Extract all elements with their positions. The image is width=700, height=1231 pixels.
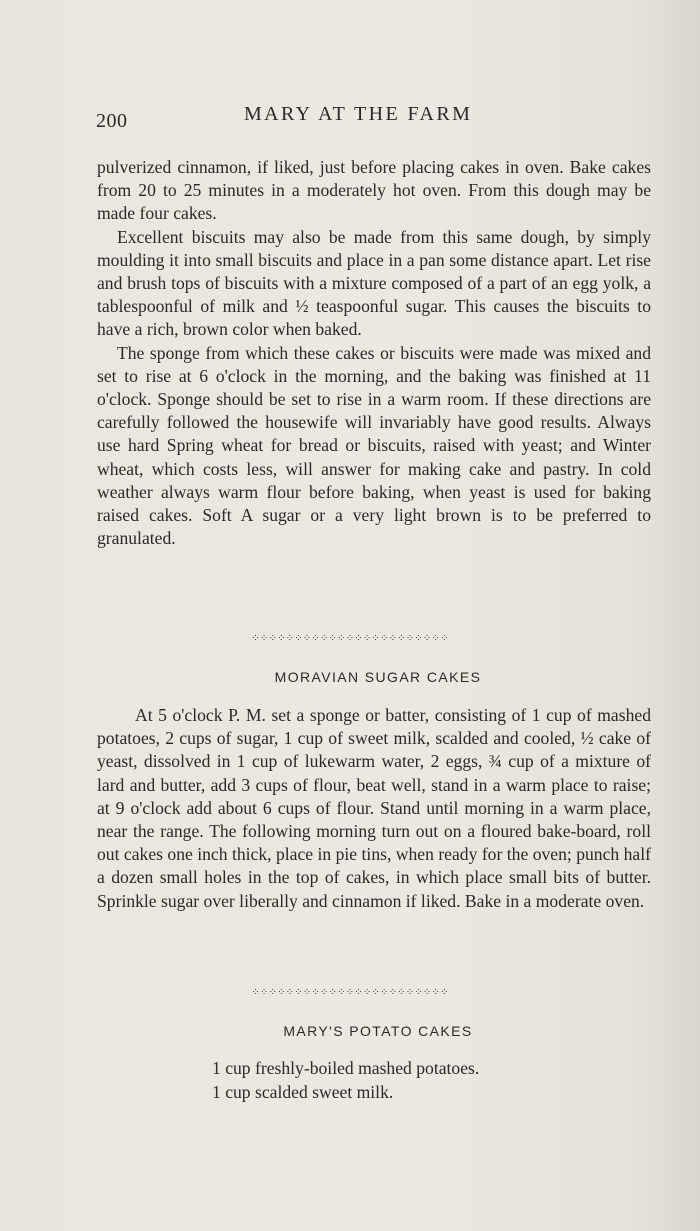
paragraph-biscuits: Excellent biscuits may also be made from this same dough, by simply moulding it into small biscuits and place in a pan some distance apart. Let rise and brush tops of biscuits with a mixture composed of a part of an egg yolk, a tablespoonful of milk and ½ teaspoonful sugar. This causes the biscuits to have a rich, brown color when baked. xyxy=(97,226,651,340)
running-title: MARY AT THE FARM xyxy=(244,103,473,125)
ornament-divider: ⁘⁘⁘⁘⁘⁘⁘⁘⁘⁘⁘⁘⁘⁘⁘⁘⁘⁘⁘⁘⁘⁘⁘ xyxy=(251,633,449,644)
recipe-title-potato: MARY'S POTATO CAKES xyxy=(283,1023,473,1039)
paragraph-sponge: The sponge from which these cakes or biscuits were made was mixed and set to rise at 6 o'clock in the morning, and the baking was finished at 11 o'clock. Sponge should be set to rise in a warm room. If these directions are carefully followed the housewife will invariably have good results. Always use hard Spring wheat for bread or biscuits, raised with yeast; and Winter wheat, which costs less, will answer for making cake and pastry. In cold weather always warm flour before baking, when yeast is used for baking raised cakes. Soft A sugar or a very light brown is to be preferred to granulated. xyxy=(97,342,651,549)
recipe-body-moravian xyxy=(97,704,651,913)
recipe-title-moravian: MORAVIAN SUGAR CAKES xyxy=(274,669,482,685)
paragraph-continuation: pulverized cinnamon, if liked, just before placing cakes in oven. Bake cakes from 20 to 25 minutes in a moderately hot oven. From this dough may be made four cakes. xyxy=(97,157,651,224)
ingredient-list xyxy=(212,1057,632,1104)
ornament-divider: ⁘⁘⁘⁘⁘⁘⁘⁘⁘⁘⁘⁘⁘⁘⁘⁘⁘⁘⁘⁘⁘⁘⁘ xyxy=(251,987,449,998)
paragraph-moravian: At 5 o'clock P. M. set a sponge or batter, consisting of 1 cup of mashed potatoes, 2 cups of sugar, 1 cup of sweet milk, scalded and cooled, ½ cake of yeast, dissolved in 1 cup of lukewarm water, 2 eggs, ¾ cup of a mixture of lard and butter, add 3 cups of flour, beat well, stand in a warm place to raise; at 9 o'clock add about 6 cups of flour. Stand until morning in a warm place, near the range. The following morning turn out on a floured bake-board, roll out cakes one inch thick, place in pie tins, when ready for the oven; punch half a dozen small holes in the top of cakes, in which place small bits of butter. Sprinkle sugar over liberally and cinnamon if liked. Bake in a moderate oven. xyxy=(97,705,651,911)
ingredient-item: 1 cup scalded sweet milk. xyxy=(212,1081,394,1102)
page-number: 200 xyxy=(96,110,128,132)
ingredient-item: 1 cup freshly-boiled mashed potatoes. xyxy=(212,1058,480,1078)
intro-text xyxy=(97,156,651,550)
page-header xyxy=(96,100,650,134)
